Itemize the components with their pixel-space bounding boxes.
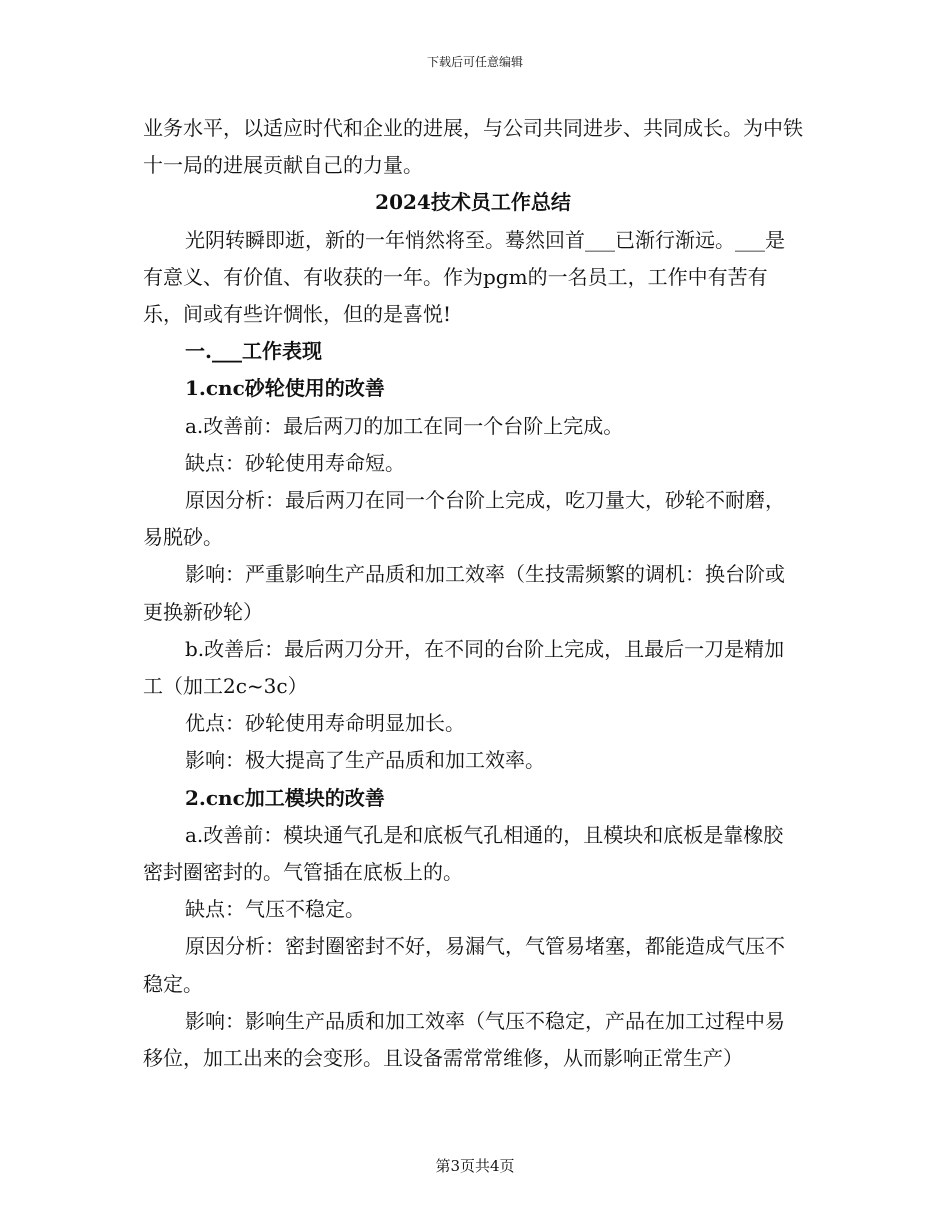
paragraph-impact-result: 影响：极大提高了生产品质和加工效率。 (185, 748, 545, 773)
heading-module: 2.cnc加工模块的改善 (185, 785, 385, 810)
paragraph-before-improvement: a.改善前：最后两刀的加工在同一个台阶上完成。 (185, 413, 624, 438)
page-number: 第3页共4页 (435, 1157, 515, 1175)
heading-work-performance: 一.___工作表现 (185, 339, 322, 364)
paragraph-module-cause: 原因分析：密封圈密封不好，易漏气，气管易堵塞，都能造成气压不稳定。 (143, 934, 785, 996)
paragraph-impact: 影响：严重影响生产品质和加工效率（生技需频繁的调机：换台阶或更换新砂轮） (143, 562, 785, 624)
document-body (143, 110, 803, 1077)
section-title: 2024技术员工作总结 (375, 190, 571, 215)
paragraph-continuation: 业务水平，以适应时代和企业的进展，与公司共同进步、共同成长。为中铁十一局的进展贡献自己的力量。 (143, 116, 803, 178)
paragraph-advantage: 优点：砂轮使用寿命明显加长。 (185, 711, 465, 736)
paragraph-module-impact: 影响：影响生产品质和加工效率（气压不稳定，产品在加工过程中易移位，加工出来的会变形。且设备需常常维修，从而影响正常生产） (143, 1008, 785, 1071)
paragraph-module-drawback: 缺点：气压不稳定。 (185, 897, 365, 922)
heading-grinding-wheel: 1.cnc砂轮使用的改善 (185, 376, 385, 401)
paragraph-drawback: 缺点：砂轮使用寿命短。 (185, 450, 405, 475)
paragraph-after-improvement: b.改善后：最后两刀分开，在不同的台阶上完成，且最后一刀是精加工（加工2c~3c） (143, 636, 785, 699)
page-header: 下载后可任意编辑 (426, 55, 523, 69)
paragraph-module-before: a.改善前：模块通气孔是和底板气孔相通的，且模块和底板是靠橡胶密封圈密封的。气管插在底板上的。 (143, 822, 784, 885)
paragraph-cause-analysis: 原因分析：最后两刀在同一个台阶上完成，吃刀量大，砂轮不耐磨，易脱砂。 (143, 488, 785, 550)
paragraph-intro: 光阴转瞬即逝，新的一年悄然将至。蓦然回首___已渐行渐远。___是有意义、有价值、有收获的一年。作为pgm的一名员工，工作中有苦有乐，间或有些许惆怅，但的是喜悦! (143, 227, 785, 327)
